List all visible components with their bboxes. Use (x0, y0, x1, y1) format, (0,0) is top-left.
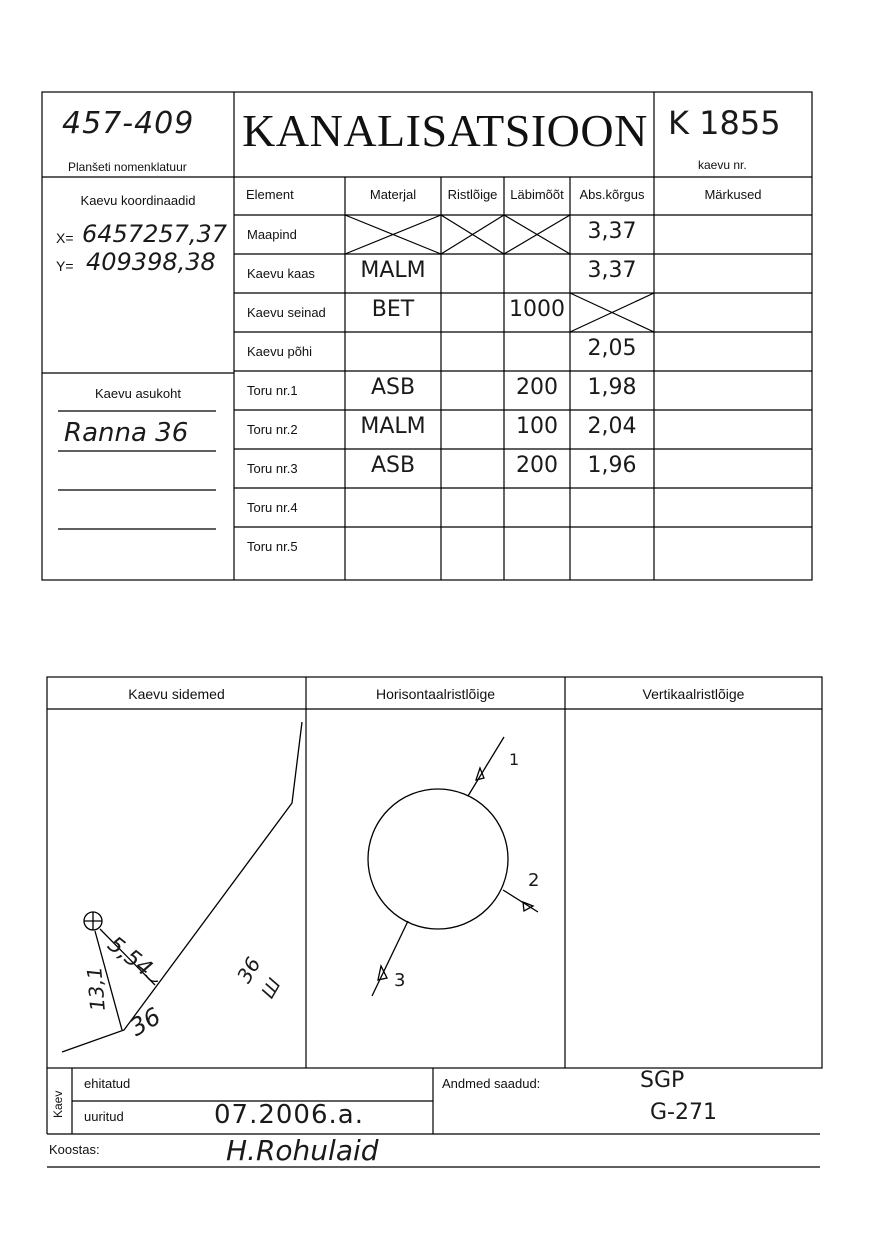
table-header: Läbimõõt (510, 187, 564, 202)
author-label: Koostas: (49, 1142, 100, 1157)
coords-label: Kaevu koordinaadid (80, 193, 196, 208)
table-header: Märkused (704, 187, 762, 202)
cross-section-sketch (368, 737, 538, 996)
table-row-element: Toru nr.1 (247, 383, 298, 398)
distance-label-1: 5,54 (102, 932, 157, 982)
well-label: kaevu nr. (698, 158, 747, 172)
table-cell-material: ASB (370, 375, 416, 400)
table-row-element: Maapind (247, 227, 297, 242)
page-title: KANALISATSIOON (242, 105, 648, 156)
table-cell-abs: 1,96 (587, 453, 637, 478)
built-label: ehitatud (84, 1076, 131, 1091)
data-source-value-2: G-271 (650, 1100, 717, 1125)
y-prefix: Y= (56, 258, 74, 274)
surveyed-date: 07.2006.a. (214, 1100, 364, 1130)
table-header: Ristlõige (447, 187, 498, 202)
table-row-element: Kaevu seinad (247, 305, 326, 320)
table-cell-diameter: 200 (516, 375, 558, 400)
data-source-value-1: SGP (640, 1068, 685, 1093)
pipe-label-2: 2 (528, 870, 540, 891)
table-header: Abs.kõrgus (579, 187, 645, 202)
pipe-label-3: 3 (394, 970, 406, 991)
sheet-label: Planšeti nomenklatuur (68, 160, 187, 174)
well-number: K 1855 (668, 104, 781, 142)
table-cell-material: BET (371, 297, 415, 322)
sketch-col-vertical: Vertikaalristlõige (642, 686, 745, 702)
sketch-col-links: Kaevu sidemed (128, 686, 225, 702)
table-cell-diameter: 1000 (509, 297, 565, 322)
table-header: Element (246, 187, 294, 202)
table-cell-diameter: 200 (516, 453, 558, 478)
table-row-element: Kaevu kaas (247, 266, 315, 281)
table-row-element: Toru nr.2 (247, 422, 298, 437)
table-cell-abs: 2,04 (587, 414, 637, 439)
data-source-label: Andmed saadud: (442, 1076, 541, 1091)
table-cell-diameter: 100 (516, 414, 558, 439)
pipe-label-1: 1 (509, 750, 520, 769)
table-row-element: Kaevu põhi (247, 344, 313, 359)
table-row-element: Toru nr.4 (247, 500, 298, 515)
table-header: Materjal (369, 187, 417, 202)
location-value: Ranna 36 (64, 418, 189, 448)
table-row-element: Toru nr.5 (247, 539, 298, 554)
surveyed-label: uuritud (84, 1109, 124, 1124)
table-cell-abs: 2,05 (587, 336, 637, 361)
x-coordinate: 6457257,37 (82, 220, 228, 248)
table-cell-abs: 3,37 (587, 219, 637, 244)
distance-label-2: 13,1 (82, 965, 110, 1012)
x-prefix: X= (56, 230, 74, 246)
table-cell-abs: 3,37 (587, 258, 637, 283)
sketch-col-horizontal: Horisontaalristlõige (375, 686, 496, 702)
house-number-2: 36 (231, 952, 266, 988)
house-mark: Ш (257, 974, 286, 1003)
table-cell-material: MALM (360, 258, 426, 283)
table-cell-material: MALM (360, 414, 426, 439)
table-cell-abs: 1,98 (587, 375, 637, 400)
author-signature: H.Rohulaid (226, 1134, 379, 1167)
table-cell-material: ASB (370, 453, 416, 478)
table-row-element: Toru nr.3 (247, 461, 298, 476)
house-number: 36 (125, 1002, 166, 1042)
sheet-number: 457-409 (62, 106, 195, 141)
location-label: Kaevu asukoht (94, 386, 181, 401)
kaev-label: Kaev (51, 1090, 65, 1118)
y-coordinate: 409398,38 (86, 248, 216, 276)
